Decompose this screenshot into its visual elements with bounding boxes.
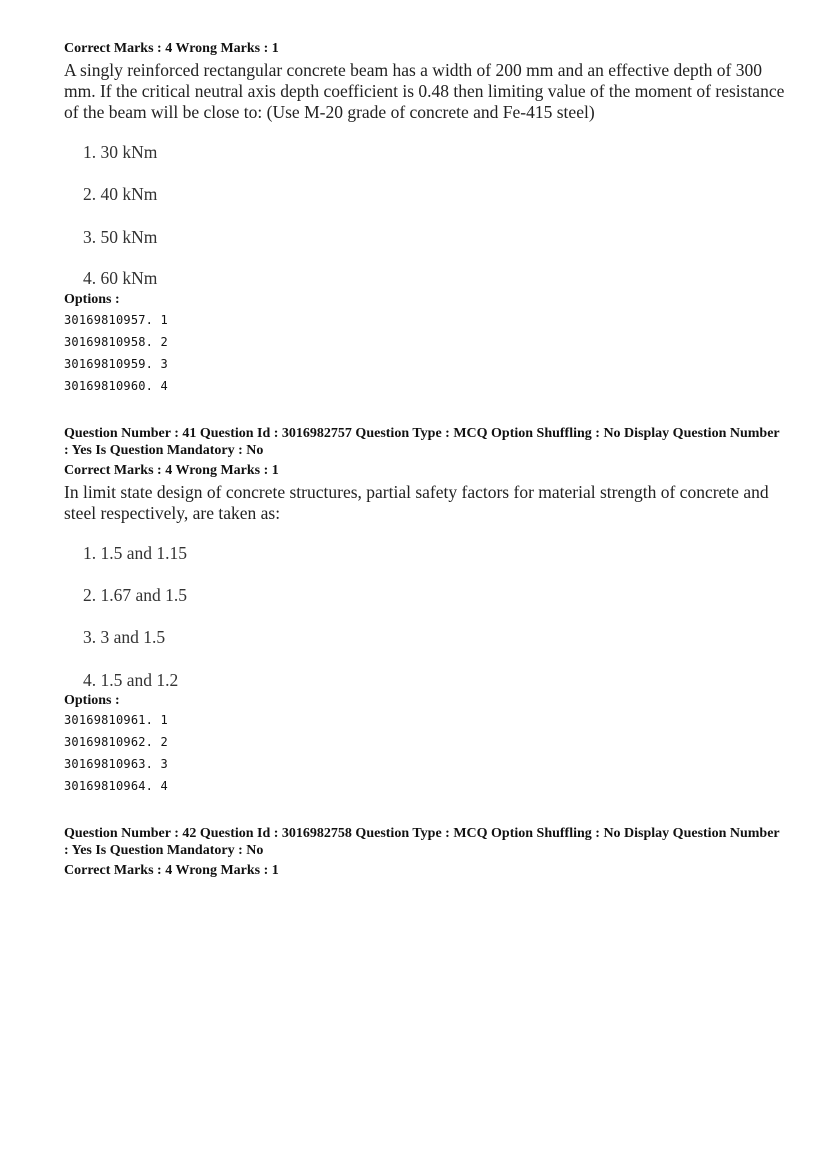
option-id-41-2: 30169810962. 2 <box>64 735 168 749</box>
question-header-41: Question Number : 41 Question Id : 3016982757 Question Type : MCQ Option Shuffling : No Display Question Number : Yes Is Question Mandatory : No <box>64 426 780 458</box>
option-id-41-4: 30169810964. 4 <box>64 779 168 793</box>
option-id-41-1: 30169810961. 1 <box>64 713 168 727</box>
option-id-1-1: 30169810957. 1 <box>64 313 168 327</box>
choice-1-1: 1. 30 kNm <box>83 142 158 162</box>
marks-line-1: Correct Marks : 4 Wrong Marks : 1 <box>64 41 279 56</box>
option-id-41-3: 30169810963. 3 <box>64 757 168 771</box>
options-label-41: Options : <box>64 693 120 708</box>
marks-line-41: Correct Marks : 4 Wrong Marks : 1 <box>64 463 279 478</box>
choice-41-2: 2. 1.67 and 1.5 <box>83 585 188 605</box>
choice-1-3: 3. 50 kNm <box>83 227 158 247</box>
choice-41-3: 3. 3 and 1.5 <box>83 627 166 647</box>
question-header-42: Question Number : 42 Question Id : 3016982758 Question Type : MCQ Option Shuffling : No Display Question Number : Yes Is Question Mandatory : No <box>64 826 780 858</box>
choice-41-1: 1. 1.5 and 1.15 <box>83 543 188 563</box>
choice-41-4: 4. 1.5 and 1.2 <box>83 670 179 690</box>
option-id-1-2: 30169810958. 2 <box>64 335 168 349</box>
marks-line-42: Correct Marks : 4 Wrong Marks : 1 <box>64 863 279 878</box>
question-text-41: In limit state design of concrete structures, partial safety factors for material strength of concrete and steel respectively, are taken as: <box>64 482 769 523</box>
question-text-1: A singly reinforced rectangular concrete beam has a width of 200 mm and an effective depth of 300 mm. If the critical neutral axis depth coefficient is 0.48 then limiting value of the moment of resistance of the beam will be close to: (Use M-20 grade of concrete and Fe-415 steel) <box>64 60 785 122</box>
option-id-1-3: 30169810959. 3 <box>64 357 168 371</box>
choice-1-4: 4. 60 kNm <box>83 268 158 288</box>
option-id-1-4: 30169810960. 4 <box>64 379 168 393</box>
options-label-1: Options : <box>64 292 120 307</box>
choice-1-2: 2. 40 kNm <box>83 184 158 204</box>
